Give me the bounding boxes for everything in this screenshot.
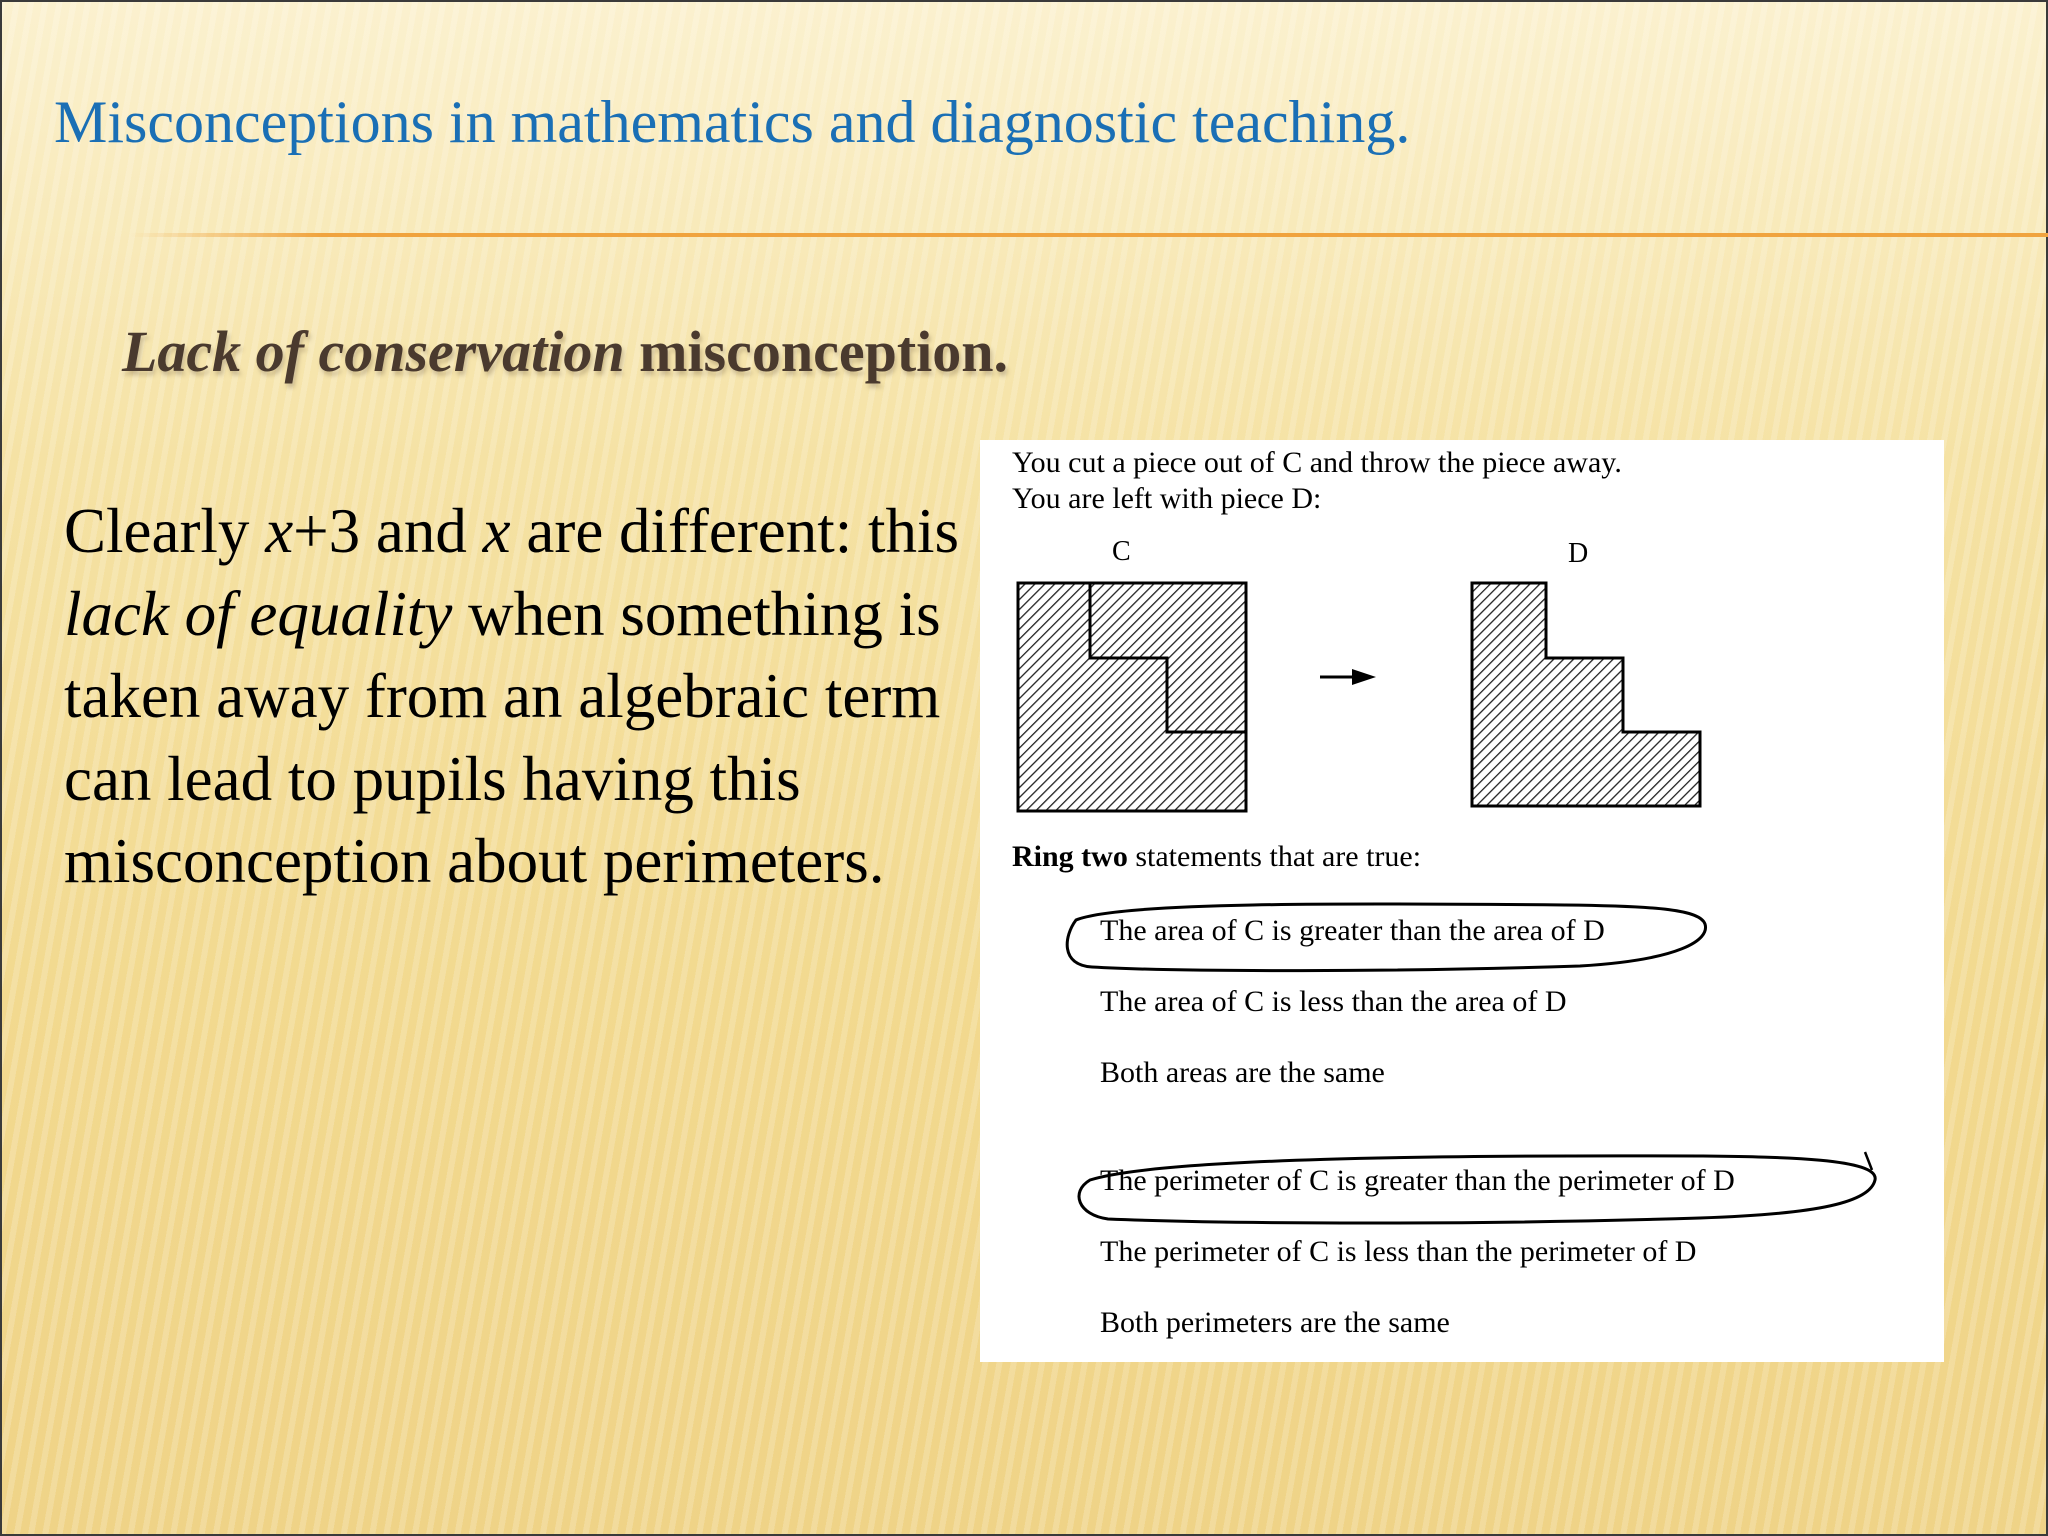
option-perimeter-greater: The perimeter of C is greater than the perimeter of D: [1100, 1164, 1735, 1197]
variable-x-2: x: [482, 496, 511, 566]
ring-instruction: [1012, 840, 1421, 874]
option-area-less: The area of C is less than the area of D: [1100, 985, 1567, 1018]
option-perimeter-less: The perimeter of C is less than the perimeter of D: [1100, 1235, 1697, 1268]
body-text-4: when something is taken away from an algebraic term can lead to pupils having this misconception about perimeters.: [64, 578, 941, 896]
subtitle-rest: misconception.: [624, 319, 1009, 384]
body-text-1: Clearly: [64, 496, 266, 566]
pen-stroke: [1865, 1152, 1872, 1170]
slide-title: Misconceptions in mathematics and diagnostic teaching.: [54, 89, 1411, 155]
body-paragraph: [64, 490, 964, 903]
subtitle-italic: Lack of conservation: [122, 319, 625, 384]
variable-x-1: x: [265, 496, 294, 566]
shape-c-label: C: [1112, 536, 1131, 567]
ring-instruction-bold: Ring two: [1012, 840, 1128, 873]
arrow-icon: [1320, 669, 1376, 685]
emphasis-lack-of-equality: lack of equality: [64, 578, 453, 649]
option-areas-same: Both areas are the same: [1100, 1056, 1385, 1089]
shapes-diagram: [980, 440, 1944, 1362]
option-perimeters-same: Both perimeters are the same: [1100, 1306, 1450, 1339]
ring-instruction-rest: statements that are true:: [1127, 840, 1422, 873]
title-divider: [130, 233, 2048, 237]
shape-d-label: D: [1568, 538, 1589, 569]
slide-subtitle: [122, 318, 1008, 385]
option-area-greater: The area of C is greater than the area of D: [1100, 914, 1605, 947]
figure-intro-line-2: You are left with piece D:: [1012, 482, 1322, 515]
shape-d: [1472, 583, 1700, 806]
body-text-3: are different: this: [510, 496, 960, 566]
figure-intro-line-1: You cut a piece out of C and throw the piece away.: [1012, 446, 1622, 479]
body-text-2: +3 and: [293, 496, 483, 566]
shape-c: [1018, 583, 1246, 811]
worksheet-figure: [980, 440, 1944, 1362]
